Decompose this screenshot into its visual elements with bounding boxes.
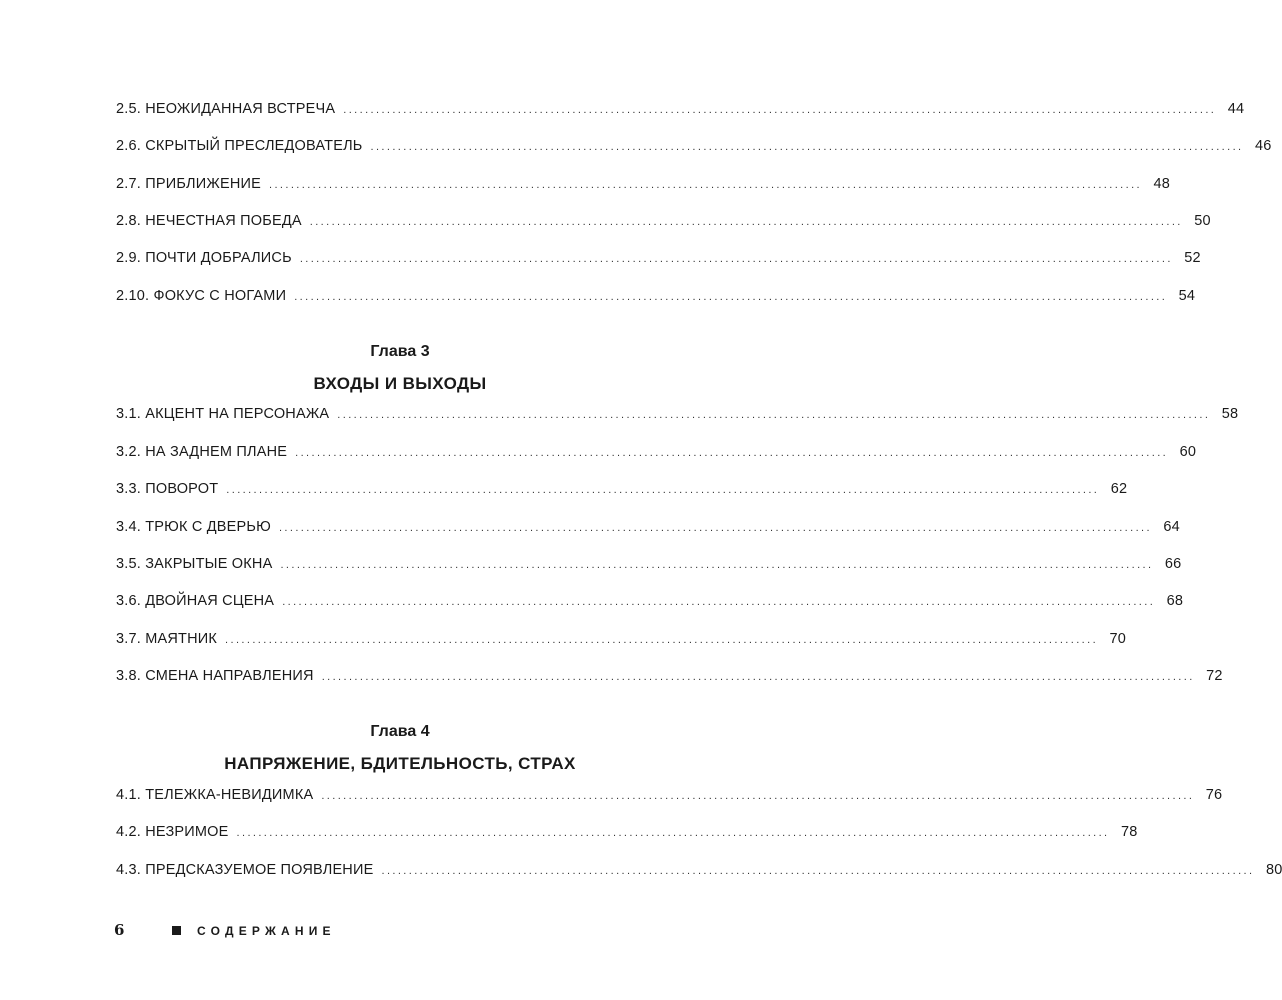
page-number: 6 [114,921,125,939]
toc-entry [116,288,1196,310]
toc-entry-page: 62 [1110,481,1128,497]
leader-dots: ................................................................................................................................................................ [269,179,1142,191]
toc-entry-label: 2.6. СКРЫТЫЙ ПРЕСЛЕДОВАТЕЛЬ [116,138,363,154]
leader-dots: ................................................................................................................................................................ [337,409,1211,421]
toc-entry-label: 4.2. НЕЗРИМОЕ [116,824,229,840]
toc-entry-label: 4.3. ПРЕДСКАЗУЕМОЕ ПОЯВЛЕНИЕ [116,862,374,878]
toc-entry-page: 46 [1254,138,1272,154]
toc-entry [116,631,1127,653]
leader-dots: ................................................................................................................................................................ [226,484,1100,496]
toc-entry-page: 48 [1153,176,1170,192]
toc-entry-page: 58 [1221,406,1239,422]
toc-entry [116,556,1182,578]
leader-dots: ................................................................................................................................................................ [282,596,1156,608]
toc-entry-label: 2.8. НЕЧЕСТНАЯ ПОБЕДА [116,213,302,229]
toc-entry-label: 2.10. ФОКУС С НОГАМИ [116,288,287,304]
leader-dots: ................................................................................................................................................................ [278,522,1152,534]
toc-entry-page: 64 [1163,519,1180,535]
leader-dots: ................................................................................................................................................................ [381,865,1255,877]
leader-dots: ................................................................................................................................................................ [280,559,1154,571]
toc-entry-page: 50 [1194,213,1211,229]
chapter-title: НАПРЯЖЕНИЕ, БДИТЕЛЬНОСТЬ, СТРАХ [224,754,576,773]
leader-dots: ................................................................................................................................................................ [343,104,1217,116]
toc-entry-label: 3.8. СМЕНА НАПРАВЛЕНИЯ [116,668,314,684]
leader-dots: ................................................................................................................................................................ [225,634,1099,646]
toc-entry [116,519,1180,541]
toc-entry-page: 78 [1120,824,1138,840]
toc-entry [116,406,1239,428]
toc-entry-label: 3.7. МАЯТНИК [116,631,218,647]
toc-entry [116,176,1170,198]
toc-entry-label: 3.6. ДВОЙНАЯ СЦЕНА [116,593,275,609]
chapter-number: Глава 3 [370,343,430,360]
toc-entry-page: 76 [1205,787,1223,803]
leader-dots: ................................................................................................................................................................ [294,291,1168,303]
toc-entry [116,213,1211,235]
leader-dots: ................................................................................................................................................................ [321,790,1195,802]
toc-entry-label: 2.7. ПРИБЛИЖЕНИЕ [116,176,262,192]
toc-entry-page: 66 [1164,556,1182,572]
toc-entry-page: 68 [1166,593,1184,609]
toc-entry [116,101,1245,123]
toc-entry [116,787,1223,809]
toc-entry-label: 3.3. ПОВОРОТ [116,481,219,497]
toc-entry-page: 70 [1109,631,1127,647]
toc-entry [116,444,1197,466]
toc-entry-label: 3.1. АКЦЕНТ НА ПЕРСОНАЖА [116,406,330,422]
toc-entry-page: 54 [1178,288,1196,304]
toc-entry [116,138,1272,160]
toc-entry [116,824,1138,846]
toc-entry-page: 52 [1184,250,1201,266]
toc-entry-label: 2.9. ПОЧТИ ДОБРАЛИСЬ [116,250,292,266]
toc-entry-page: 80 [1265,862,1282,878]
leader-dots: ................................................................................................................................................................ [295,447,1169,459]
square-bullet-icon [172,926,181,935]
toc-entry [116,250,1201,272]
toc-entry [116,481,1128,503]
toc-entry [116,668,1223,690]
toc-entry-label: 3.2. НА ЗАДНЕМ ПЛАНЕ [116,444,288,460]
toc-entry-label: 3.5. ЗАКРЫТЫЕ ОКНА [116,556,273,572]
chapter-number: Глава 4 [370,723,430,740]
leader-dots: ................................................................................................................................................................ [236,827,1110,839]
running-footer-label: СОДЕРЖАНИЕ [197,924,336,938]
leader-dots: ................................................................................................................................................................ [370,141,1244,153]
toc-entry-page: 72 [1206,668,1223,684]
toc-entry-label: 4.1. ТЕЛЕЖКА-НЕВИДИМКА [116,787,314,803]
toc-entry-page: 60 [1179,444,1197,460]
toc-entry-page: 44 [1227,101,1245,117]
chapter-title: ВХОДЫ И ВЫХОДЫ [313,374,487,393]
toc-entry-label: 2.5. НЕОЖИДАННАЯ ВСТРЕЧА [116,101,336,117]
toc-entry-label: 3.4. ТРЮК С ДВЕРЬЮ [116,519,271,535]
leader-dots: ................................................................................................................................................................ [299,253,1173,265]
leader-dots: ................................................................................................................................................................ [309,216,1183,228]
leader-dots: ................................................................................................................................................................ [321,671,1195,683]
toc-entry [116,593,1184,615]
toc-entry [116,862,1282,884]
